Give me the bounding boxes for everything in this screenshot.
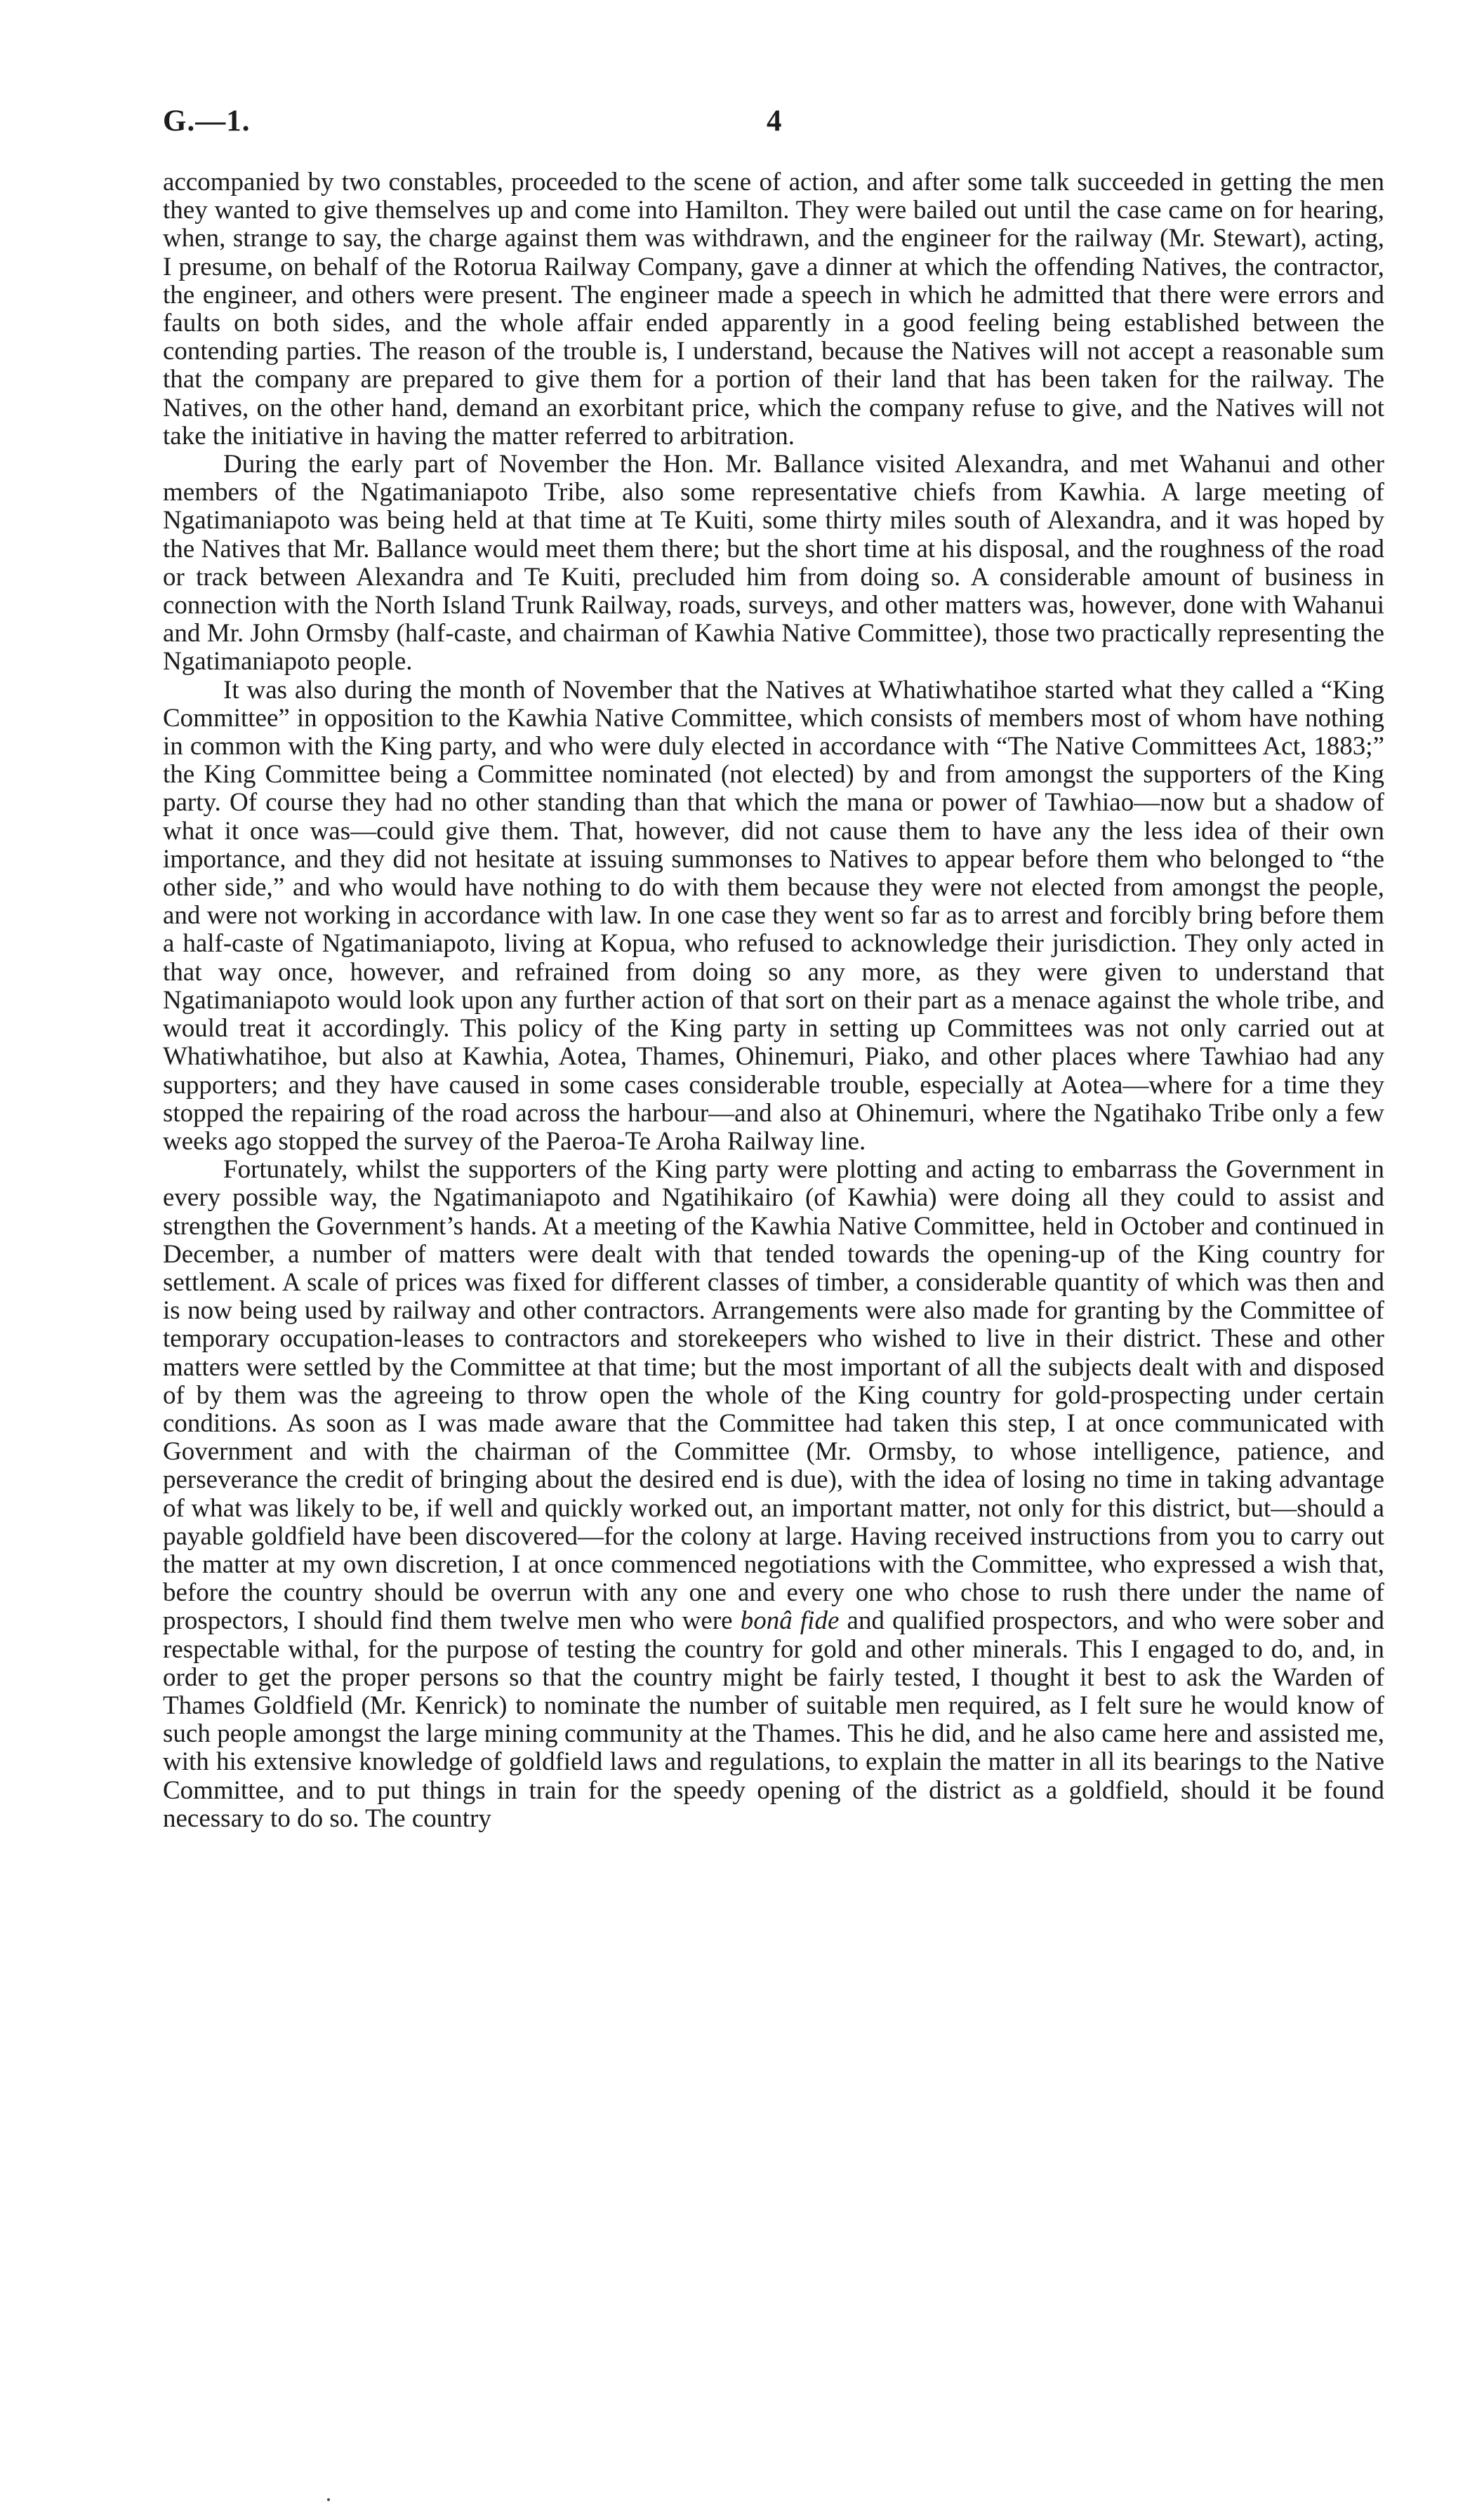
document-reference: G.—1.: [163, 105, 251, 138]
paragraph-2: During the early part of November the Hon. Mr. Ballance visited Alexandra, and met Wahanui and other members of the Ngatimaniapoto Tribe, also some representative chiefs from Kawhia. A large meeting of Ngatimaniapoto was being held at that time at Te Kuiti, some thirty miles south of Alexandra, and it was hoped by the Natives that Mr. Ballance would meet them there; but the short time at his disposal, and the roughness of the road or track between Alexandra and Te Kuiti, precluded him from doing so. A considerable amount of business in connection with the North Island Trunk Railway, roads, surveys, and other matters was, however, done with Wahanui and Mr. John Ormsby (half-caste, and chairman of Kawhia Native Committee), those two practically representing the Ngatimaniapoto people.: [163, 450, 1384, 676]
paragraph-4-text-continued: and qualified prospectors, and who were sober and respectable withal, for the purpose of testing the country for gold and other minerals. This I engaged to do, and, in order to get the proper persons so that the country might be fairly tested, I thought it best to ask the Warden of Thames Goldfield (Mr. Kenrick) to nominate the number of suitable men required, as I felt sure he would know of such people amongst the large mining community at the Thames. This he did, and he also came here and assisted me, with his extensive knowledge of goldfield laws and regulations, to explain the matter in all its bearings to the Native Committee, and to put things in train for the speedy opening of the district as a goldfield, should it be found necessary to do so. The country: [163, 1606, 1384, 1833]
print-speck: [327, 2498, 330, 2501]
paragraph-4-text: Fortunately, whilst the supporters of the King party were plotting and acting to embarrass the Government in every possible way, the Ngatimaniapoto and Ngatihikairo (of Kawhia) were doing all they could to assist and strengthen the Government’s hands. At a meeting of the Kawhia Native Committee, held in October and continued in December, a number of matters were dealt with that tended towards the opening-up of the King country for settlement. A scale of prices was fixed for different classes of timber, a considerable quantity of which was then and is now being used by railway and other contractors. Arrangements were also made for granting by the Committee of temporary occupation-leases to contractors and storekeepers who wished to live in their district. These and other matters were settled by the Committee at that time; but the most important of all the subjects dealt with and disposed of by them was the agreeing to throw open the whole of the King country for gold-prospecting under certain conditions. As soon as I was made aware that the Committee had taken this step, I at once communicated with Government and with the chairman of the Committee (Mr. Ormsby, to whose intelligence, patience, and perseverance the credit of bringing about the desired end is due), with the idea of losing no time in taking advantage of what was likely to be, if well and quickly worked out, an important matter, not only for this district, but—should a payable goldfield have been discovered—for the colony at large. Having received instructions from you to carry out the matter at my own discretion, I at once commenced negotiations with the Committee, who expressed a wish that, before the country should be overrun with any one and every one who chose to rush there under the name of prospectors, I should find them twelve men who were: [163, 1155, 1384, 1636]
paragraph-1: accompanied by two constables, proceeded to the scene of action, and after some talk succeeded in getting the men they wanted to give themselves up and come into Hamilton. They were bailed out until the case came on for hearing, when, strange to say, the charge against them was withdrawn, and the engineer for the railway (Mr. Stewart), acting, I presume, on behalf of the Rotorua Railway Company, gave a dinner at which the offending Natives, the contractor, the engineer, and others were present. The engineer made a speech in which he admitted that there were errors and faults on both sides, and the whole affair ended apparently in a good feeling being established between the contending parties. The reason of the trouble is, I understand, because the Natives will not accept a reasonable sum that the company are prepared to give them for a portion of their land that has been taken for the railway. The Natives, on the other hand, demand an exorbitant price, which the company refuse to give, and the Natives will not take the initiative in having the matter referred to arbitration.: [163, 168, 1384, 451]
page-header: [163, 104, 1384, 146]
paragraph-3: It was also during the month of November that the Natives at Whatiwhatihoe started what they called a “King Committee” in opposition to the Kawhia Native Committee, which consists of members most of whom have nothing in common with the King party, and who were duly elected in accordance with “The Native Committees Act, 1883;” the King Committee being a Committee nominated (not elected) by and from amongst the supporters of the King party. Of course they had no other standing than that which the mana or power of Tawhiao—now but a shadow of what it once was—could give them. That, however, did not cause them to have any the less idea of their own importance, and they did not hesitate at issuing summonses to Natives to appear before them who belonged to “the other side,” and who would have nothing to do with them because they were not elected from amongst the people, and were not working in accordance with law. In one case they went so far as to arrest and forcibly bring before them a half-caste of Ngatimaniapoto, living at Kopua, who refused to acknowledge their jurisdiction. They only acted in that way once, however, and refrained from doing so any more, as they were given to understand that Ngatimaniapoto would look upon any further action of that sort on their part as a menace against the whole tribe, and would treat it accordingly. This policy of the King party in setting up Committees was not only carried out at Whatiwhatihoe, but also at Kawhia, Aotea, Thames, Ohinemuri, Piako, and other places where Tawhiao had any supporters; and they have caused in some cases considerable trouble, especially at Aotea—where for a time they stopped the repairing of the road across the harbour—and also at Ohinemuri, where the Ngatihako Tribe only a few weeks ago stopped the survey of the Paeroa-Te Aroha Railway line.: [163, 675, 1384, 1156]
paragraph-4: [163, 1156, 1384, 1833]
body-text: [163, 168, 1384, 1833]
page-number: 4: [767, 105, 782, 138]
italic-phrase: bonâ fide: [740, 1606, 840, 1636]
